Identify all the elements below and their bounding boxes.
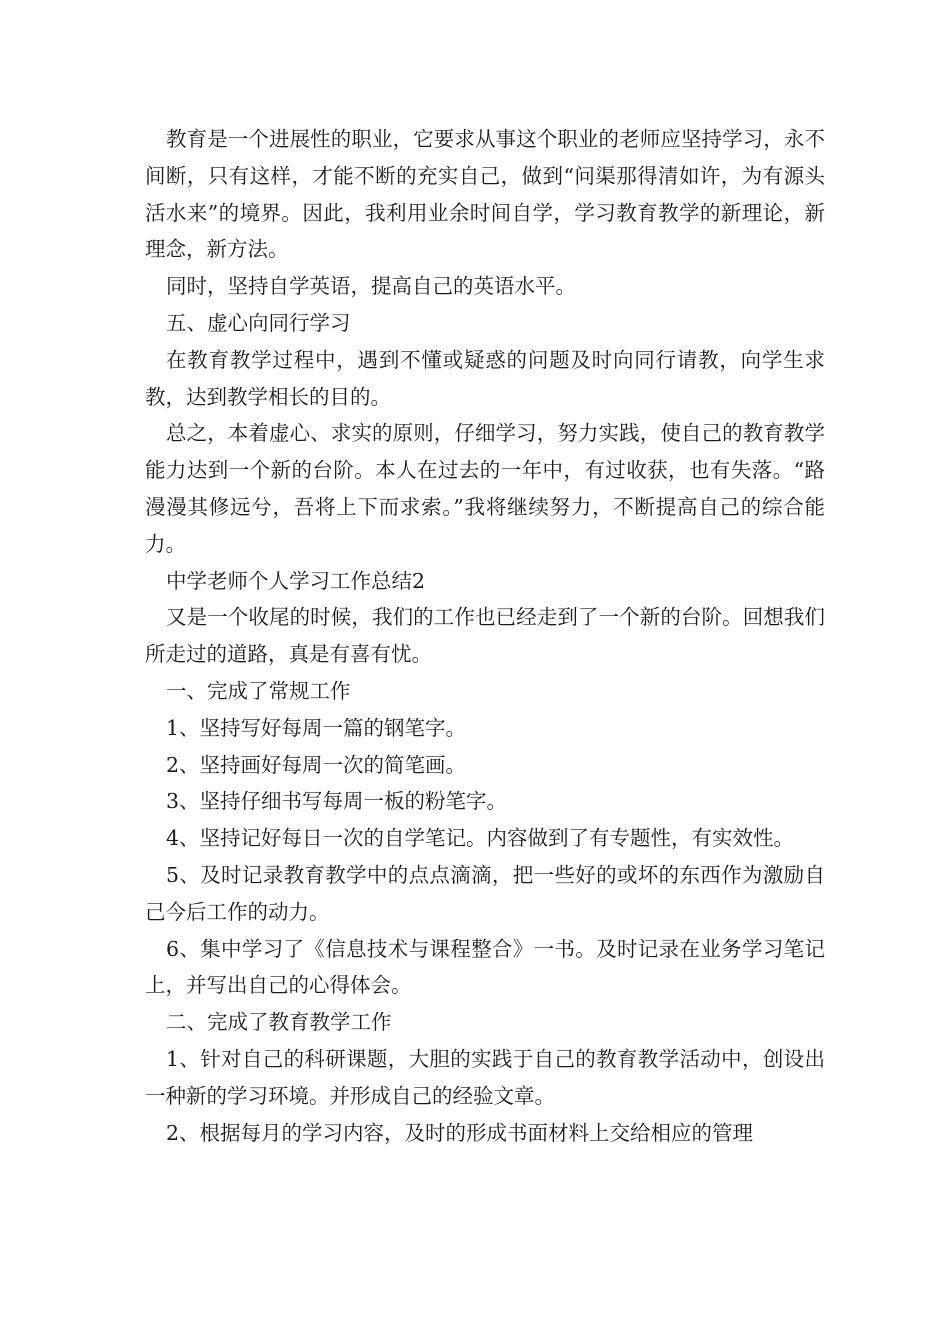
list-item: 6、集中学习了《信息技术与课程整合》一书。及时记录在业务学习笔记上，并写出自己的心得体会。 (145, 936, 825, 998)
list-item: 5、及时记录教育教学中的点点滴滴，把一些好的或坏的东西作为激励自己今后工作的动力。 (145, 862, 825, 924)
document-subtitle: 中学老师个人学习工作总结2 (166, 568, 426, 593)
section-heading: 二、完成了教育教学工作 (166, 1010, 392, 1035)
section-heading: 一、完成了常规工作 (166, 678, 351, 703)
paragraph: 教育是一个进展性的职业，它要求从事这个职业的老师应坚持学习，永不间断，只有这样，才能不断的充实自己，做到“问渠那得清如许，为有源头活水来”的境界。因此，我利用业余时间自学，学习教育教学的新理论，新理念，新方法。 (145, 127, 825, 262)
list-item: 2、坚持画好每周一次的简笔画。 (166, 752, 467, 777)
list-item: 2、根据每月的学习内容，及时的形成书面材料上交给相应的管理 (166, 1120, 754, 1145)
section-heading: 五、虚心向同行学习 (166, 310, 351, 335)
document-body (145, 121, 825, 1151)
list-item: 1、坚持写好每周一篇的钢笔字。 (166, 715, 467, 740)
list-item: 3、坚持仔细书写每周一板的粉笔字。 (166, 789, 508, 814)
paragraph: 又是一个收尾的时候，我们的工作也已经走到了一个新的台阶。回想我们所走过的道路，真是有喜有忧。 (145, 605, 825, 667)
paragraph: 总之，本着虚心、求实的原则，仔细学习，努力实践，使自己的教育教学能力达到一个新的台阶。本人在过去的一年中，有过收获，也有失落。“路漫漫其修远兮，吾将上下而求索。”我将继续努力，不断提高自己的综合能力。 (145, 421, 825, 556)
paragraph: 在教育教学过程中，遇到不懂或疑惑的问题及时向同行请教，向学生求教，达到教学相长的目的。 (145, 347, 825, 409)
list-item: 1、针对自己的科研课题，大胆的实践于自己的教育教学活动中，创设出一种新的学习环境。并形成自己的经验文章。 (145, 1046, 825, 1108)
paragraph: 同时，坚持自学英语，提高自己的英语水平。 (166, 274, 576, 299)
list-item: 4、坚持记好每日一次的自学笔记。内容做到了有专题性，有实效性。 (166, 826, 795, 851)
